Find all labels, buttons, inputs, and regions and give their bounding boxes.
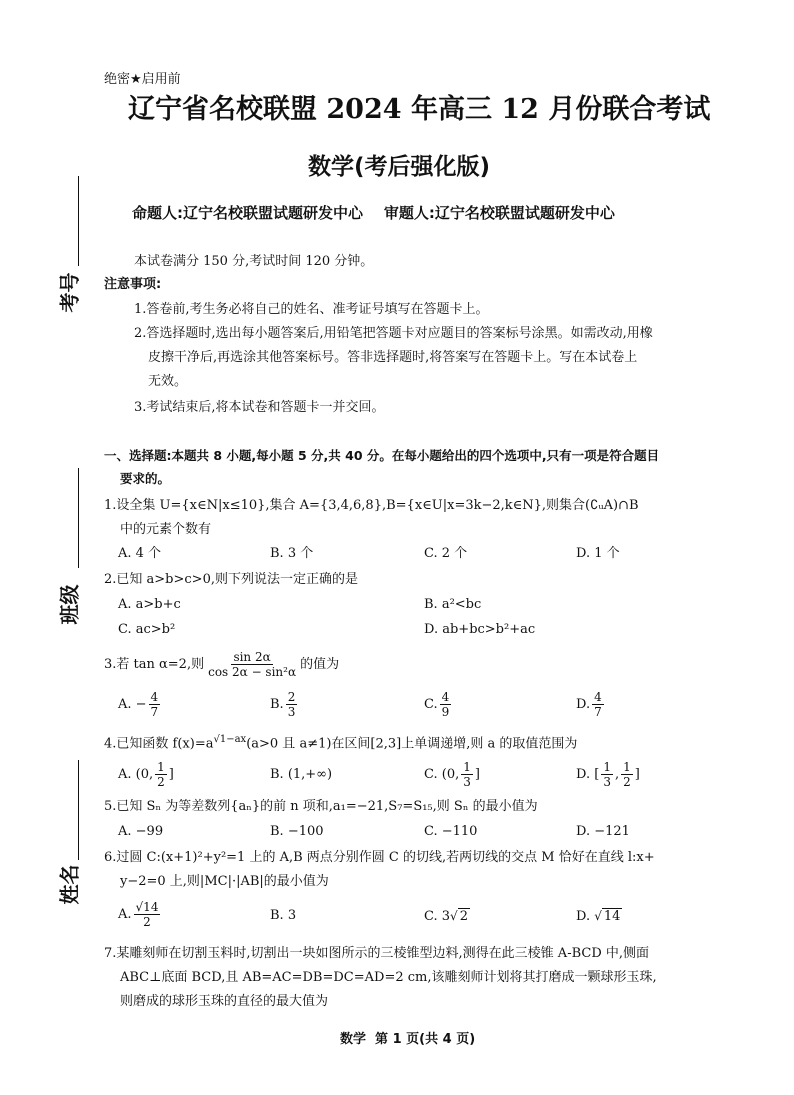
q1-option-d: D. 1 个 (576, 546, 620, 561)
q4-stem (104, 730, 577, 754)
q7-stem-cont2: 则磨成的球形玉珠的直径的最大值为 (120, 994, 329, 1009)
intro-text: 本试卷满分 150 分,考试时间 120 分钟。 (134, 254, 374, 269)
q6-option-d: D. √ 14 (576, 909, 621, 924)
q4-option-d-label: D. (576, 767, 591, 782)
q4-option-d-open: [ (594, 767, 600, 782)
q3-option-d-label: D. (576, 697, 591, 712)
section-heading: 一、选择题:本题共 8 小题,每小题 5 分,共 40 分。在每小题给出的四个选项中,只有一项是符合题目 (104, 448, 660, 463)
q4-option-d-close: ] (634, 767, 640, 782)
q3-option-a-num: 4 (150, 690, 159, 704)
q6-option-c: C. 3√ 2 (424, 909, 468, 924)
q3-option-d-fraction (592, 690, 604, 719)
q4-option-b: B. (1,+∞) (270, 767, 333, 782)
q4-stem-pre: 4.已知函数 f(x)=a (104, 736, 214, 752)
q3-option-a-label: A. − (118, 697, 147, 712)
q3-option-b-label: B. (270, 697, 284, 712)
q3-option-a (118, 690, 162, 720)
q4-option-a-num: 1 (157, 760, 165, 774)
q1-option-b: B. 3 个 (270, 546, 314, 561)
q2-option-d: D. ab+bc>b²+ac (424, 622, 536, 637)
q4-option-a (118, 760, 174, 790)
q6-option-a-num: √14 (135, 900, 159, 914)
q6-option-a-fraction (134, 900, 161, 929)
notice-item-2-cont2: 无效。 (148, 374, 188, 389)
q3-option-c-fraction (440, 690, 452, 719)
q3-numerator: sin 2α (233, 650, 271, 664)
q6-option-a-label: A. (118, 907, 132, 922)
q6-option-b: B. 3 (270, 908, 297, 923)
notice-item-2-cont: 皮擦干净后,再选涂其他答案标号。答非选择题时,将答案写在答题卡上。写在本试卷上 (148, 350, 638, 365)
q3-stem-pre: 3.若 tan α=2,则 (104, 657, 205, 672)
class-label: 班级 (57, 584, 82, 625)
q6-option-c-radicand: 2 (459, 909, 468, 924)
q5-option-a: A. −99 (118, 824, 164, 839)
q3-option-b (270, 690, 299, 720)
q3-option-d-num: 4 (594, 690, 602, 704)
q4-option-c-num: 1 (463, 760, 471, 774)
q4-option-a-close: ] (168, 767, 174, 782)
exam-no-rule (78, 176, 79, 266)
q3-stem-post: 的值为 (300, 657, 340, 672)
name-rule (78, 760, 79, 860)
q6-stem: 6.过圆 C:(x+1)²+y²=1 上的 A,B 两点分别作圆 C 的切线,若两切线的交点 M 恰好在直线 l:x+ (104, 850, 655, 865)
q3-option-b-fraction (286, 690, 298, 719)
q5-option-d: D. −121 (576, 824, 630, 839)
q4-option-a-label: A. (118, 767, 132, 782)
section-heading-cont: 要求的。 (120, 471, 171, 486)
q4-option-c-open: (0, (441, 767, 460, 782)
q6-option-c-label: C. 3 (424, 909, 451, 924)
q7-stem-cont: ABC⊥底面 BCD,且 AB=AC=DB=DC=AD=2 cm,该雕刻师计划将其打磨成一颗球形玉珠, (120, 970, 657, 985)
q3-denominator: cos 2α − sin²α (208, 665, 297, 679)
notice-item-3: 3.考试结束后,将本试卷和答题卡一并交回。 (134, 400, 385, 415)
q4-exponent: √1−ax (213, 734, 247, 745)
exam-no-label: 考号 (57, 272, 82, 313)
q3-option-b-num: 2 (287, 690, 296, 704)
q2-option-b: B. a²<bc (424, 597, 482, 612)
q1-stem-cont: 中的元素个数有 (120, 522, 212, 537)
q3-option-a-fraction (149, 690, 161, 719)
notice-item-1: 1.答卷前,考生务必将自己的姓名、准考证号填写在答题卡上。 (134, 302, 489, 317)
q4-option-d-mid: , (614, 767, 620, 782)
q6-option-d-radicand: 14 (603, 909, 621, 924)
secret-label: 绝密★启用前 (104, 72, 181, 87)
q3-option-c (424, 690, 453, 720)
q3-option-c-label: C. (424, 697, 438, 712)
q3-option-a-den: 7 (150, 705, 159, 719)
q3-option-d-den: 7 (594, 705, 602, 719)
q4-option-c-close: ] (474, 767, 480, 782)
name-label: 姓名 (57, 864, 82, 905)
q5-option-b: B. −100 (270, 824, 324, 839)
q3-option-b-den: 3 (287, 705, 296, 719)
exam-title: 辽宁省名校联盟 2024 年高三 12 月份联合考试 (128, 94, 711, 125)
q4-option-a-fraction (155, 760, 167, 789)
q4-option-d-num-1: 1 (603, 760, 611, 774)
q3-fraction (206, 650, 298, 679)
q3-option-c-num: 4 (441, 690, 450, 704)
q1-stem: 1.设全集 U={x∈N|x≤10},集合 A={3,4,6,8},B={x∈U|x=3k−2,k∈N},则集合(∁ᵤA)∩B (104, 498, 639, 513)
q3-option-c-den: 9 (441, 705, 450, 719)
q2-option-c: C. ac>b² (118, 622, 176, 637)
class-rule (78, 468, 79, 568)
q4-option-c (424, 760, 480, 790)
q7-stem: 7.某雕刻师在切割玉料时,切割出一块如图所示的三棱锥型边料,测得在此三棱锥 A-BCD 中,侧面 (104, 946, 650, 961)
notice-item-2: 2.答选择题时,选出每小题答案后,用铅笔把答题卡对应题目的答案标号涂黑。如需改动,用橡 (134, 326, 653, 341)
q2-stem: 2.已知 a>b>c>0,则下列说法一定正确的是 (104, 572, 358, 587)
q4-option-d-den-1: 3 (603, 775, 611, 789)
notice-title: 注意事项: (104, 277, 162, 292)
q4-option-d-num-2: 1 (623, 760, 631, 774)
q1-option-c: C. 2 个 (424, 546, 468, 561)
q5-stem: 5.已知 Sₙ 为等差数列{aₙ}的前 n 项和,a₁=−21,S₇=S₁₅,则 Sₙ 的最小值为 (104, 799, 538, 814)
q2-option-a: A. a>b+c (118, 597, 181, 612)
exam-subtitle: 数学(考后强化版) (308, 154, 491, 180)
q5-option-c: C. −110 (424, 824, 478, 839)
q4-option-c-fraction (461, 760, 473, 789)
q4-stem-post: (a>0 且 a≠1)在区间[2,3]上单调递增,则 a 的取值范围为 (246, 736, 578, 752)
q1-option-a: A. 4 个 (118, 546, 162, 561)
q6-stem-cont: y−2=0 上,则|MC|·|AB|的最小值为 (120, 874, 329, 889)
q4-option-d-fraction-2 (621, 760, 633, 789)
author-line: 命题人:辽宁名校联盟试题研发中心 审题人:辽宁名校联盟试题研发中心 (132, 204, 615, 222)
page-footer: 数学 第 1 页(共 4 页) (340, 1032, 476, 1047)
q4-option-d (576, 760, 640, 790)
q4-option-a-open: (0, (135, 767, 154, 782)
q3-stem (104, 650, 339, 680)
q4-option-d-fraction-1 (601, 760, 613, 789)
q4-option-c-den: 3 (463, 775, 471, 789)
q6-option-d-label: D. (576, 909, 591, 924)
q4-option-c-label: C. (424, 767, 438, 782)
q4-option-d-den-2: 2 (623, 775, 631, 789)
q3-option-d (576, 690, 606, 720)
q6-option-a (118, 900, 162, 930)
q4-option-a-den: 2 (157, 775, 165, 789)
q6-option-a-den: 2 (143, 915, 151, 929)
